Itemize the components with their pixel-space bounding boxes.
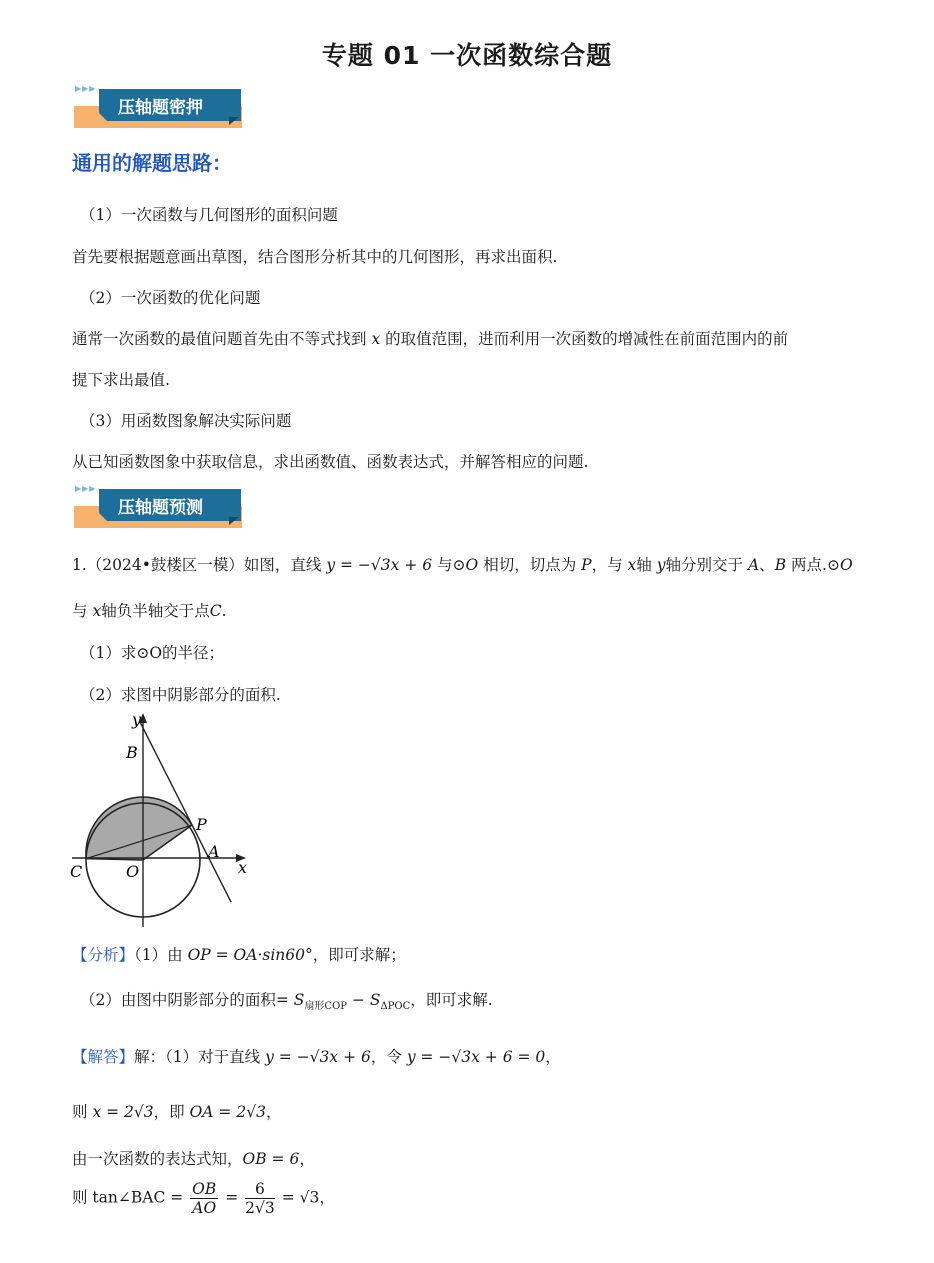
text: ， bbox=[319, 1188, 335, 1207]
math-var: O bbox=[839, 556, 853, 574]
math-var: A bbox=[747, 556, 760, 574]
analysis-tag: 【分析】 bbox=[72, 946, 135, 964]
text: 1.（2024•鼓楼区一模）如图，直线 bbox=[72, 556, 322, 574]
text: 相切，切点为 bbox=[483, 556, 577, 574]
text: 两点.⊙ bbox=[791, 556, 840, 574]
banner-label: 压轴题密押 bbox=[118, 98, 203, 118]
math-var: B bbox=[774, 556, 787, 574]
text: （1）由 bbox=[134, 946, 183, 964]
analysis-line-2 bbox=[80, 988, 493, 1012]
text: ， bbox=[545, 1048, 561, 1066]
arrow-dots-icon: ▶▶▶ bbox=[75, 84, 97, 93]
text: 、 bbox=[759, 556, 775, 574]
label-c: C bbox=[70, 862, 83, 881]
subscript: ΔPOC bbox=[380, 1001, 411, 1013]
text: ，即 bbox=[153, 1103, 185, 1121]
solution-tag: 【解答】 bbox=[72, 1048, 135, 1066]
text: ， bbox=[299, 1150, 315, 1168]
label-o: O bbox=[126, 862, 140, 881]
math-var: C bbox=[209, 602, 222, 620]
section-banner-predict bbox=[72, 484, 247, 532]
label-b: B bbox=[126, 743, 138, 762]
text: 解：（1）对于直线 bbox=[134, 1048, 261, 1066]
text: . bbox=[221, 602, 227, 620]
section-banner-mock bbox=[72, 84, 247, 132]
equation: y = −√3x + 6 bbox=[326, 556, 433, 574]
text: ，与 bbox=[591, 556, 623, 574]
numerator: OB bbox=[192, 1180, 217, 1198]
solution-line-1 bbox=[72, 1045, 561, 1067]
text: 通常一次函数的最值问题首先由不等式找到 bbox=[72, 330, 367, 348]
solution-line-3 bbox=[72, 1147, 315, 1169]
text: 由一次函数的表达式知， bbox=[72, 1150, 243, 1168]
page-title: 专题 01 一次函数综合题 bbox=[321, 41, 613, 70]
text: ，即可求解； bbox=[312, 946, 406, 964]
result: = √3 bbox=[281, 1188, 320, 1207]
analysis-line-1 bbox=[72, 943, 406, 965]
fraction-ob-ao bbox=[190, 1180, 218, 1217]
solution-line-2 bbox=[72, 1100, 281, 1122]
text: ，即可求解. bbox=[410, 991, 493, 1009]
equation: = S bbox=[275, 991, 305, 1009]
geometry-figure bbox=[60, 705, 270, 935]
text: 则 tan∠BAC = bbox=[72, 1188, 184, 1207]
method-2-text bbox=[72, 327, 788, 349]
arrow-dots-icon: ▶▶▶ bbox=[75, 484, 97, 493]
denominator: 2√3 bbox=[245, 1199, 275, 1217]
banner-label: 压轴题预测 bbox=[118, 498, 203, 518]
text: 的取值范围，进而利用一次函数的增减性在前面范围内的前 bbox=[385, 330, 789, 348]
problem-line-2 bbox=[72, 599, 227, 621]
label-a: A bbox=[208, 842, 220, 861]
method-3-title: （3）用函数图象解决实际问题 bbox=[80, 412, 292, 430]
section-heading: 通用的解题思路： bbox=[72, 151, 232, 175]
equation: x = 2√3 bbox=[92, 1103, 154, 1121]
method-2-title: （2）一次函数的优化问题 bbox=[80, 289, 261, 307]
equation: y = −√3x + 6 = 0 bbox=[406, 1048, 546, 1066]
text: 与⊙ bbox=[437, 556, 466, 574]
label-p: P bbox=[196, 815, 207, 834]
math-var: x bbox=[371, 330, 381, 348]
question-2: （2）求图中阴影部分的面积. bbox=[80, 686, 281, 704]
subscript: 扇形COP bbox=[304, 1001, 347, 1013]
equation: OB = 6 bbox=[242, 1150, 300, 1168]
solution-line-4 bbox=[72, 1180, 335, 1217]
text: 轴 bbox=[636, 556, 652, 574]
text: ，令 bbox=[370, 1048, 402, 1066]
shaded-sector-region bbox=[86, 797, 192, 860]
numerator: 6 bbox=[245, 1180, 275, 1199]
text: 与 bbox=[72, 602, 88, 620]
math-var: P bbox=[581, 556, 592, 574]
method-1-title: （1）一次函数与几何图形的面积问题 bbox=[80, 206, 338, 224]
equation: OA = 2√3 bbox=[189, 1103, 266, 1121]
question-1: （1）求⊙O的半径； bbox=[80, 644, 225, 662]
text: ， bbox=[265, 1103, 282, 1121]
equation: y = −√3x + 6 bbox=[265, 1048, 371, 1066]
math-var: x bbox=[92, 602, 102, 620]
label-x: x bbox=[238, 858, 248, 877]
math-var: y bbox=[656, 556, 666, 574]
text: 则 bbox=[72, 1103, 88, 1121]
label-y: y bbox=[132, 710, 142, 729]
method-2-text-cont: 提下求出最值. bbox=[72, 371, 170, 389]
method-3-text: 从已知函数图象中获取信息，求出函数值、函数表达式，并解答相应的问题. bbox=[72, 453, 589, 471]
text: 轴负半轴交于点 bbox=[101, 602, 210, 620]
math-var: O bbox=[465, 556, 479, 574]
problem-line-1 bbox=[72, 553, 853, 575]
equation: OP = OA·sin60° bbox=[187, 946, 313, 964]
math-var: x bbox=[627, 556, 637, 574]
equation: − S bbox=[347, 991, 381, 1009]
method-1-text: 首先要根据题意画出草图，结合图形分析其中的几何图形，再求出面积. bbox=[72, 248, 558, 266]
text: = bbox=[225, 1188, 239, 1207]
denominator: AO bbox=[192, 1199, 217, 1217]
text: （2）由图中阴影部分的面积 bbox=[80, 991, 276, 1009]
text: 轴分别交于 bbox=[665, 556, 744, 574]
fraction-6-2root3 bbox=[245, 1180, 275, 1217]
